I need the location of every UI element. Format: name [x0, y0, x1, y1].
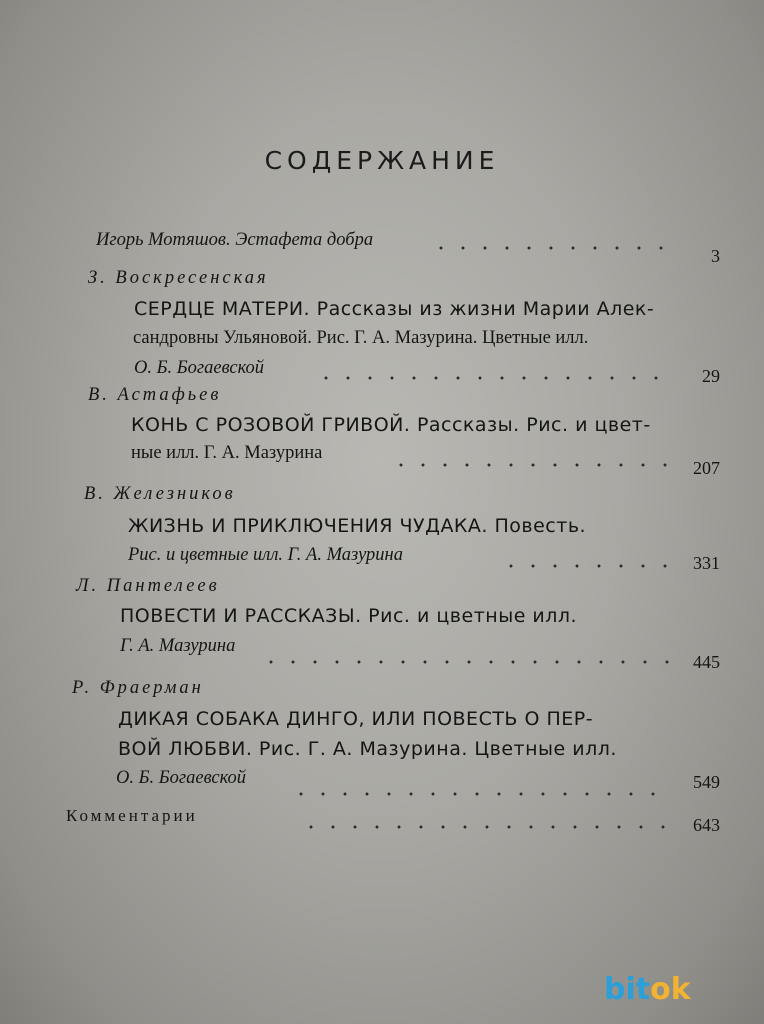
dot-leader [260, 660, 670, 664]
dot-leader [500, 564, 670, 568]
page-number: 331 [693, 553, 720, 573]
dot-leader [430, 246, 670, 250]
toc-entry-line: ные илл. Г. А. Мазурина [131, 443, 323, 463]
dot-leader [290, 792, 670, 796]
toc-entry-line: ВОЙ ЛЮБВИ. Рис. Г. А. Мазурина. Цветные илл. [118, 738, 617, 760]
toc-entry-line: ДИКАЯ СОБАКА ДИНГО, ИЛИ ПОВЕСТЬ О ПЕР- [118, 708, 594, 730]
toc-entry-line: О. Б. Богаевской [134, 358, 265, 378]
toc-entry-line: Рис. и цветные илл. Г. А. Мазурина [128, 545, 403, 565]
toc-entry-author: Комментарии [66, 806, 198, 825]
toc-entry-line: Г. А. Мазурина [120, 636, 236, 656]
page-number: 207 [693, 458, 720, 478]
toc-entry-author: З. Воскресенская [88, 268, 269, 288]
toc-entry-author: Л. Пантелеев [76, 576, 220, 596]
toc-entry-author: В. Железников [84, 484, 236, 504]
toc-entry-author: Р. Фраерман [72, 678, 204, 698]
dot-leader [315, 376, 670, 380]
page-number: 643 [693, 815, 720, 835]
page-title: СОДЕРЖАНИЕ [264, 146, 500, 175]
dot-leader [300, 825, 670, 829]
toc-entry-line: КОНЬ С РОЗОВОЙ ГРИВОЙ. Рассказы. Рис. и цвет- [131, 414, 651, 436]
page-number: 3 [711, 246, 720, 266]
toc-entry-author: В. Астафьев [88, 385, 222, 405]
toc-entry-line: сандровны Ульяновой. Рис. Г. А. Мазурина. Цветные илл. [133, 328, 589, 348]
toc-entry-line: ЖИЗНЬ И ПРИКЛЮЧЕНИЯ ЧУДАКА. Повесть. [128, 515, 587, 537]
toc-entry-line: О. Б. Богаевской [116, 768, 247, 788]
page-number: 29 [702, 366, 720, 386]
watermark-logo: bitok [604, 972, 691, 1007]
toc-entry-author: Игорь Мотяшов. Эстафета добра [96, 230, 374, 250]
page-number: 549 [693, 772, 720, 792]
toc-entry-line: СЕРДЦЕ МАТЕРИ. Рассказы из жизни Марии Алек- [134, 298, 655, 320]
toc-entry-line: ПОВЕСТИ И РАССКАЗЫ. Рис. и цветные илл. [120, 605, 578, 627]
page-number: 445 [693, 652, 720, 672]
dot-leader [390, 463, 670, 467]
